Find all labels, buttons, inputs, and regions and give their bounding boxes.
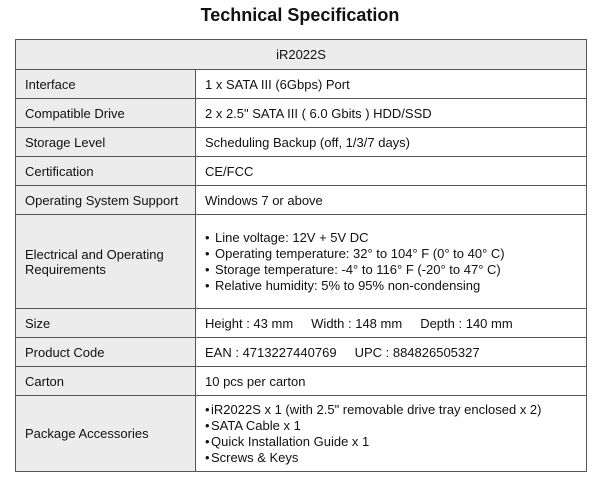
row-value-electrical (196, 215, 587, 309)
row-value-os-support: Windows 7 or above (196, 186, 587, 215)
table-row (16, 128, 587, 157)
ean-code: EAN : 4713227440769 (205, 344, 337, 360)
row-label-os-support: Operating System Support (16, 186, 196, 215)
table-row (16, 70, 587, 99)
model-name: iR2022S (16, 40, 587, 70)
list-item: • Line voltage: 12V + 5V DC (205, 230, 577, 246)
row-label-interface: Interface (16, 70, 196, 99)
size-width: Width : 148 mm (311, 315, 403, 331)
upc-code: UPC : 884826505327 (354, 344, 480, 360)
row-value-size (196, 309, 587, 338)
row-label-size: Size (16, 309, 196, 338)
list-item: • Operating temperature: 32° to 104° F (0° to 40° C) (205, 246, 577, 262)
table-row (16, 338, 587, 367)
row-label-storage-level: Storage Level (16, 128, 196, 157)
page-title: Technical Specification (200, 5, 400, 25)
table-row (16, 215, 587, 309)
row-label-product-code: Product Code (16, 338, 196, 367)
table-row (16, 367, 587, 396)
list-item: • Screws & Keys (205, 450, 577, 466)
table-row (16, 157, 587, 186)
row-label-carton: Carton (16, 367, 196, 396)
package-list (205, 402, 577, 466)
list-item: • Quick Installation Guide x 1 (205, 434, 577, 450)
electrical-list (205, 230, 577, 294)
row-value-package (196, 396, 587, 472)
table-row (16, 186, 587, 215)
row-value-compatible-drive: 2 x 2.5" SATA III ( 6.0 Gbits ) HDD/SSD (196, 99, 587, 128)
table-row (16, 309, 587, 338)
row-value-product-code (196, 338, 587, 367)
row-value-storage-level: Scheduling Backup (off, 1/3/7 days) (196, 128, 587, 157)
row-label-package: Package Accessories (16, 396, 196, 472)
size-height: Height : 43 mm (205, 315, 294, 331)
spec-table (15, 39, 587, 472)
row-value-certification: CE/FCC (196, 157, 587, 186)
row-value-carton: 10 pcs per carton (196, 367, 587, 396)
table-row (16, 396, 587, 472)
row-label-compatible-drive: Compatible Drive (16, 99, 196, 128)
row-value-interface: 1 x SATA III (6Gbps) Port (196, 70, 587, 99)
list-item: • Relative humidity: 5% to 95% non-condensing (205, 278, 577, 294)
list-item: • Storage temperature: -4° to 116° F (-20° to 47° C) (205, 262, 577, 278)
size-depth: Depth : 140 mm (420, 315, 513, 331)
table-row (16, 99, 587, 128)
row-label-certification: Certification (16, 157, 196, 186)
row-label-electrical: Electrical and Operating Requirements (16, 215, 196, 309)
table-header-row (16, 40, 587, 70)
list-item: • iR2022S x 1 (with 2.5" removable drive tray enclosed x 2) (205, 402, 577, 418)
list-item: • SATA Cable x 1 (205, 418, 577, 434)
